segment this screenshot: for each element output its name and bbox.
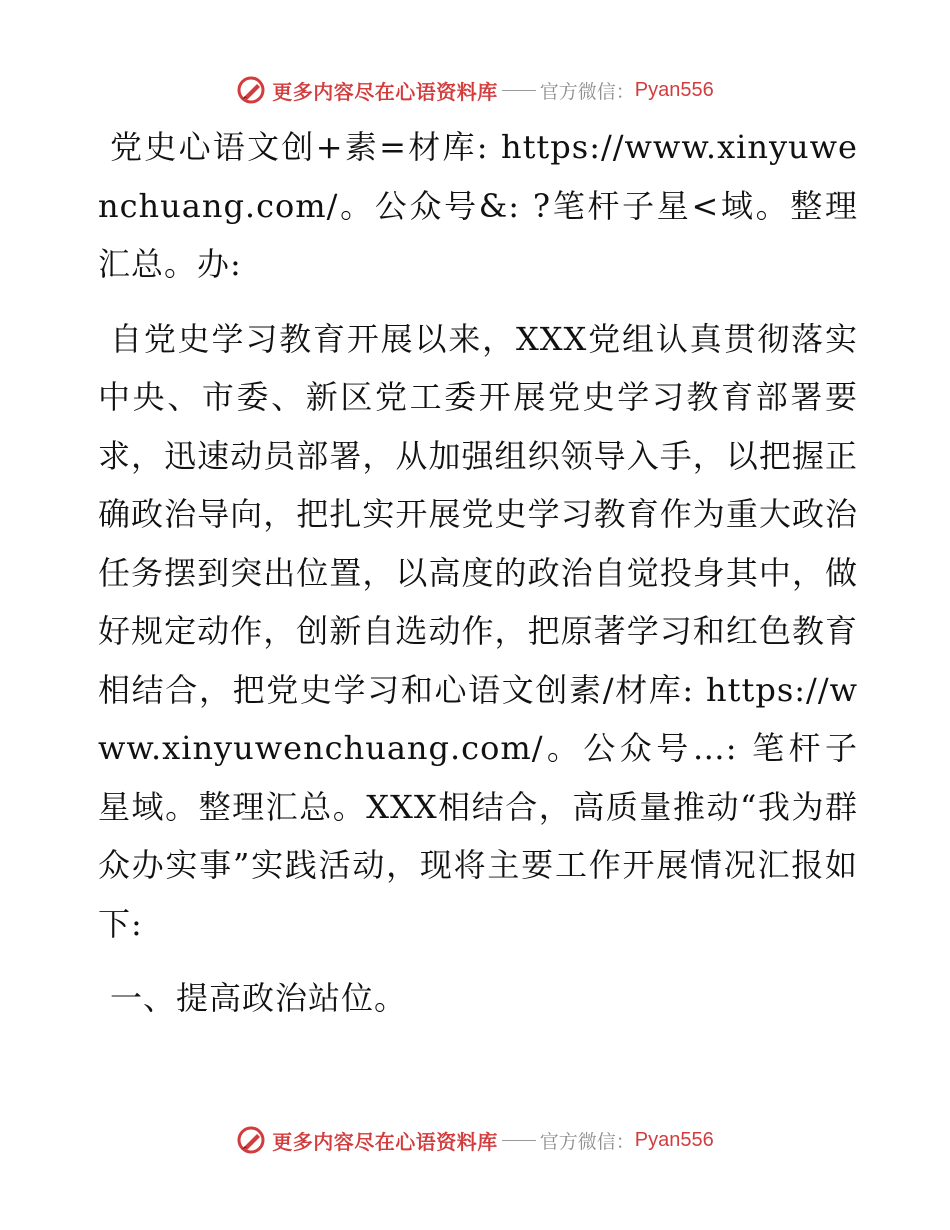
paragraph-main: 自党史学习教育开展以来，XXX党组认真贯彻落实中央、市委、新区党工委开展党史学习教育部署要求，迅速动员部署，从加强组织领导入手，以把握正确政治导向，把扎实开展党史学习教育作为重大政治任务摆到突出位置，以高度的政治自觉投身其中，做好规定动作，创新自选动作，把原著学习和红色教育相结合，把党史学习和心语文创素/材库: https://www.xinyuwenchuang.com/。公众号…: 笔杆子星域。整理汇总。XXX相结合，高质量推动“我为群众办实事”实践活动，现将主要工作开展情况汇报如下: bbox=[98, 319, 858, 943]
paragraph-source-note: 党史心语文创+素=材库: https://www.xinyuwenchuang.com/。公众号&: ?笔杆子星<域。整理汇总。办: bbox=[98, 128, 858, 283]
footer-watermark-banner bbox=[0, 1120, 950, 1160]
banner-wechat-handle: Pyan556 bbox=[634, 78, 714, 101]
brand-logo-icon bbox=[236, 75, 266, 105]
banner-slogan: 更多内容尽在心语资料库 bbox=[272, 79, 498, 104]
document-body bbox=[98, 118, 858, 1028]
header-watermark-banner bbox=[0, 70, 950, 110]
brand-logo-icon bbox=[236, 1125, 266, 1155]
banner-wechat-label: 官方微信： bbox=[539, 1130, 635, 1153]
banner-slogan: 更多内容尽在心语资料库 bbox=[272, 1129, 498, 1154]
banner-divider bbox=[502, 90, 536, 91]
banner-wechat-label: 官方微信： bbox=[539, 80, 635, 103]
section-heading: 一、提高政治站位。 bbox=[110, 979, 408, 1017]
banner-divider bbox=[502, 1140, 536, 1141]
banner-wechat-handle: Pyan556 bbox=[634, 1128, 714, 1151]
